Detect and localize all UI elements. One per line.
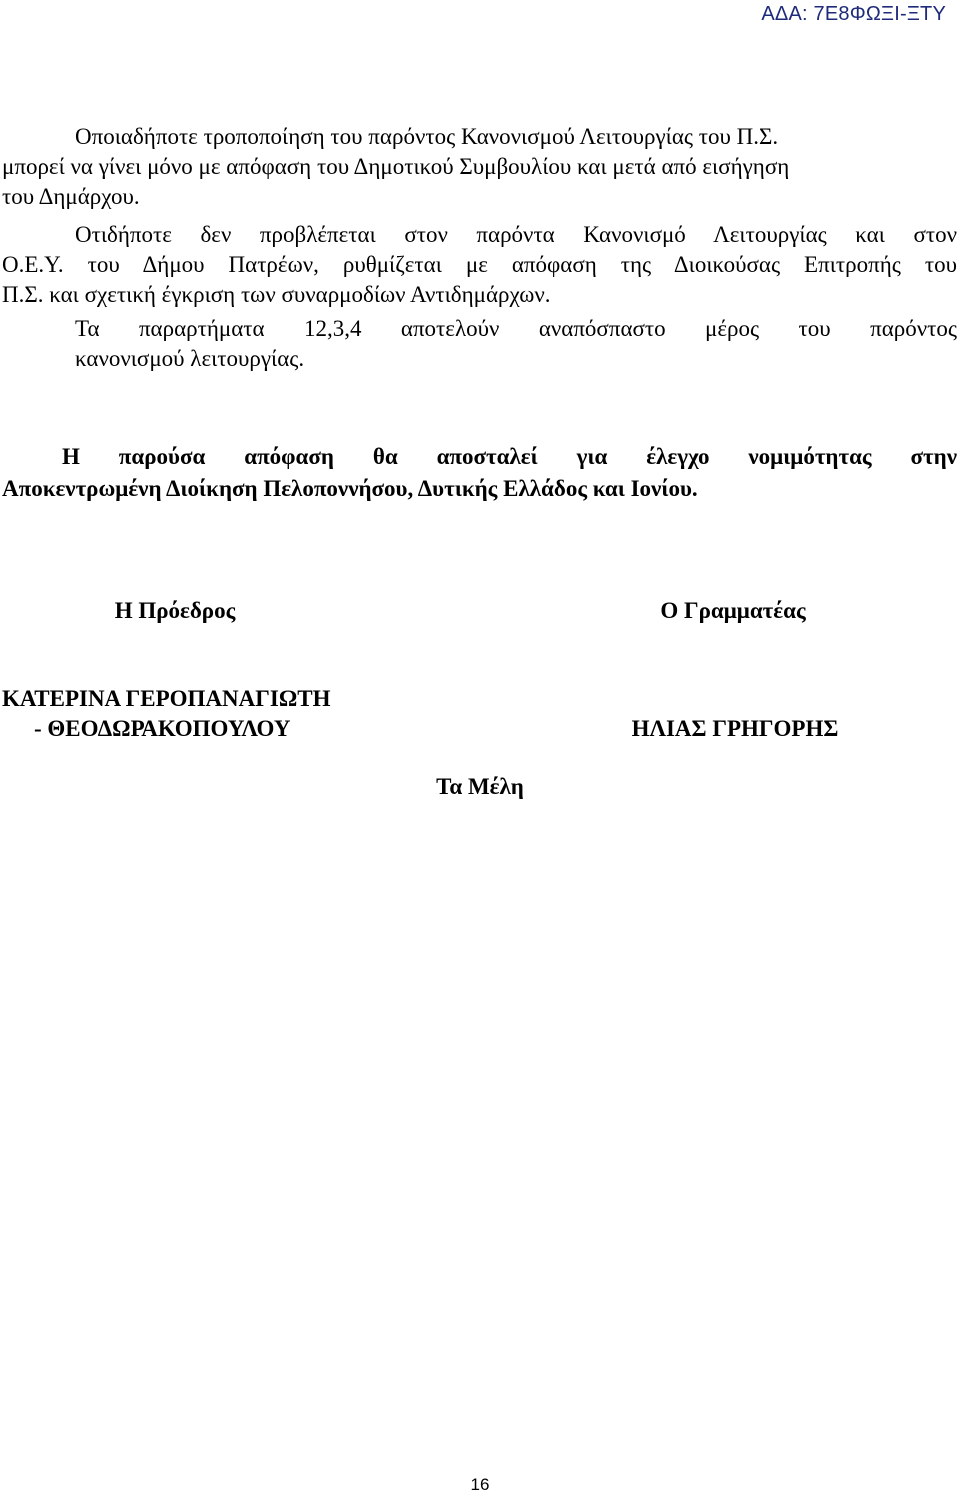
ada-code: ΑΔΑ: 7Ε8ΦΩΞΙ-ΞΤΥ <box>761 3 946 25</box>
para4-line2: Αποκεντρωμένη Διοίκηση Πελοποννήσου, Δυτικής Ελλάδος και Ιονίου. <box>2 476 698 501</box>
secretary-title: Ο Γραμματέας <box>660 598 806 623</box>
page-number: 16 <box>470 1475 490 1494</box>
para2-line2: Ο.Ε.Υ. του Δήμου Πατρέων, ρυθμίζεται με απόφαση της Διοικούσας Επιτροπής του <box>2 252 957 277</box>
para1-line3: του Δημάρχου. <box>2 184 140 209</box>
para1-line2: μπορεί να γίνει μόνο με απόφαση του Δημοτικού Συμβουλίου και μετά από εισήγηση <box>2 154 790 179</box>
chair-title: Η Πρόεδρος <box>114 598 236 623</box>
para3-line2: κανονισμού λειτουργίας. <box>75 346 305 371</box>
secretary-name: ΗΛΙΑΣ ΓΡΗΓΟΡΗΣ <box>631 716 839 741</box>
para3-line1: Τα παραρτήματα 12,3,4 αποτελούν αναπόσπαστο μέρος του παρόντος <box>75 316 957 341</box>
para2-line3: Π.Σ. και σχετική έγκριση των συναρμοδίων Αντιδημάρχων. <box>2 282 551 307</box>
para4-line1: Η παρούσα απόφαση θα αποσταλεί για έλεγχο νομιμότητας στην <box>62 444 957 469</box>
para2-line1: Οτιδήποτε δεν προβλέπεται στον παρόντα Κανονισμό Λειτουργίας και στον <box>75 222 957 247</box>
chair-name-line2: - ΘΕΟΔΩΡΑΚΟΠΟΥΛΟΥ <box>34 716 291 741</box>
members-title: Τα Μέλη <box>436 774 524 799</box>
chair-name-line1: ΚΑΤΕΡΙΝΑ ΓΕΡΟΠΑΝΑΓΙΩΤΗ <box>2 686 331 711</box>
para1-line1: Οποιαδήποτε τροποποίηση του παρόντος Κανονισμού Λειτουργίας του Π.Σ. <box>75 124 779 149</box>
